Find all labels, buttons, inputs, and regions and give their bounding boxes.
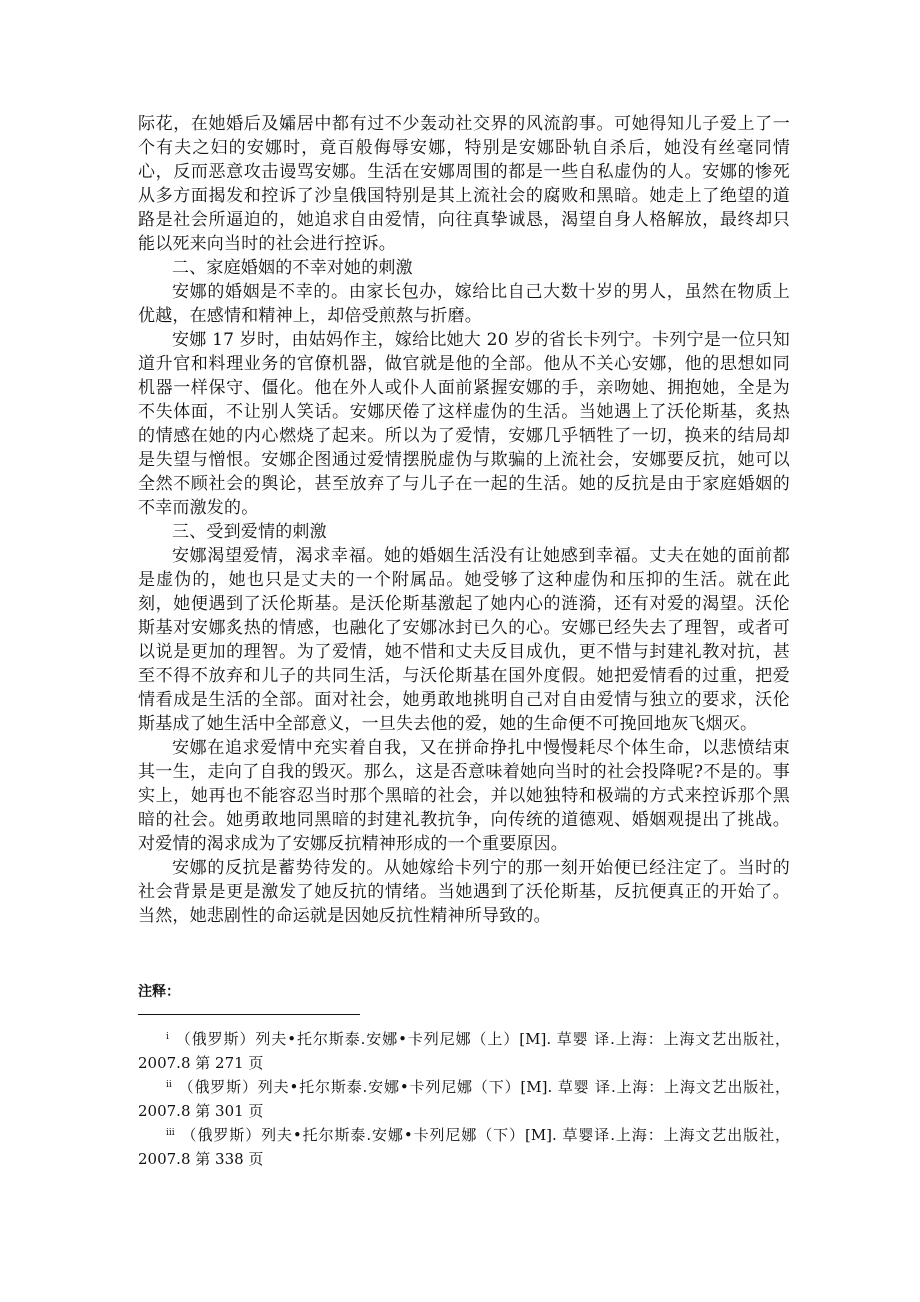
section-heading-3: 三、受到爱情的刺激 [172, 522, 327, 542]
footnote-text: （俄罗斯）列夫•托尔斯泰.安娜•卡列尼娜（上）[M]. 草婴 译.上海：上海文艺出版社，2007.8 第 271 页 [138, 1030, 790, 1072]
footnotes-section [138, 982, 790, 1171]
document-body [138, 112, 790, 928]
paragraph: 安娜的婚姻是不幸的。由家长包办，嫁给比自己大数十岁的男人，虽然在物质上优越，在感情和精神上，却倍受煎熬与折磨。 [138, 282, 790, 326]
footnote-1 [138, 1027, 790, 1075]
footnote-marker: i [166, 1032, 169, 1042]
footnote-text: （俄罗斯）列夫•托尔斯泰.安娜•卡列尼娜（下）[M]. 草婴译.上海：上海文艺出版社，2007.8 第 338 页 [138, 1126, 790, 1168]
paragraph-continuation: 际花，在她婚后及孀居中都有过不少轰动社交界的风流韵事。可她得知儿子爱上了一个有夫之妇的安娜时，竟百般侮辱安娜，特别是安娜卧轨自杀后，她没有丝毫同情心，反而恶意攻击谩骂安娜。生活在安娜周围的都是一些自私虚伪的人。安娜的惨死从多方面揭发和控诉了沙皇俄国特别是其上流社会的腐败和黑暗。她走上了绝望的道路是社会所逼迫的，她追求自由爱情，向往真挚诚恳，渴望自身人格解放，最终却只能以死来向当时的社会进行控诉。 [138, 114, 790, 254]
footnote-divider [138, 1014, 360, 1015]
paragraph: 安娜在追求爱情中充实着自我，又在拼命挣扎中慢慢耗尽个体生命，以悲愤结束其一生，走向了自我的毁灭。那么，这是否意味着她向当时的社会投降呢?不是的。事实上，她再也不能容忍当时那个黑暗的社会，并以她独特和极端的方式来控诉那个黑暗的社会。她勇敢地同黑暗的封建礼教抗争，向传统的道德观、婚姻观提出了挑战。对爱情的渴求成为了安娜反抗精神形成的一个重要原因。 [138, 738, 790, 854]
section-heading-2: 二、家庭婚姻的不幸对她的刺激 [172, 258, 413, 278]
footnote-marker: ii [166, 1080, 172, 1090]
footnote-2 [138, 1075, 790, 1123]
paragraph: 安娜 17 岁时，由姑妈作主，嫁给比她大 20 岁的省长卡列宁。卡列宁是一位只知道升官和料理业务的官僚机器，做官就是他的全部。他从不关心安娜，他的思想如同机器一样保守、僵化。他在外人或仆人面前紧握安娜的手，亲吻她、拥抱她，全是为不失体面，不让别人笑话。安娜厌倦了这样虚伪的生活。当她遇上了沃伦斯基，炙热的情感在她的内心燃烧了起来。所以为了爱情，安娜几乎牺牲了一切，换来的结局却是失望与憎恨。安娜企图通过爱情摆脱虚伪与欺骗的上流社会，安娜要反抗，她可以全然不顾社会的舆论，甚至放弃了与儿子在一起的生活。她的反抗是由于家庭婚姻的不幸而激发的。 [138, 330, 790, 518]
paragraph: 安娜渴望爱情，渴求幸福。她的婚姻生活没有让她感到幸福。丈夫在她的面前都是虚伪的，她也只是丈夫的一个附属品。她受够了这种虚伪和压抑的生活。就在此刻，她便遇到了沃伦斯基。是沃伦斯基激起了她内心的涟漪，还有对爱的渴望。沃伦斯基对安娜炙热的情感，也融化了安娜冰封已久的心。安娜已经失去了理智，或者可以说是更加的理智。为了爱情，她不惜和丈夫反目成仇，更不惜与封建礼教对抗，甚至不得不放弃和儿子的共同生活，与沃伦斯基在国外度假。她把爱情看的过重，把爱情看成是生活的全部。面对社会，她勇敢地挑明自己对自由爱情与独立的要求，沃伦斯基成了她生活中全部意义，一旦失去他的爱，她的生命便不可挽回地灰飞烟灭。 [138, 546, 790, 734]
footnote-text: （俄罗斯）列夫•托尔斯泰.安娜•卡列尼娜（下）[M]. 草婴 译.上海：上海文艺出版社，2007.8 第 301 页 [138, 1078, 790, 1120]
paragraph: 安娜的反抗是蓄势待发的。从她嫁给卡列宁的那一刻开始便已经注定了。当时的社会背景是更是激发了她反抗的情绪。当她遇到了沃伦斯基，反抗便真正的开始了。当然，她悲剧性的命运就是因她反抗性精神所导致的。 [138, 858, 790, 926]
footnote-3 [138, 1123, 790, 1171]
notes-label: 注释： [138, 984, 180, 1000]
footnote-marker: iii [166, 1128, 175, 1138]
